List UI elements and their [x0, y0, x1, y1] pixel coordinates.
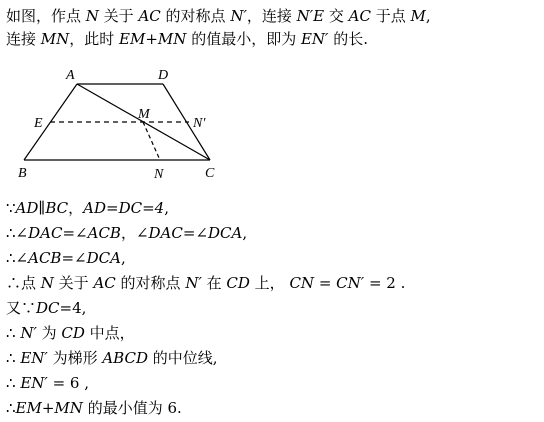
trapezoid-abcd: ABCD	[102, 349, 148, 367]
parallel-statement: AD∥BC	[15, 199, 69, 217]
text: =∠	[182, 224, 209, 242]
point-n: N	[85, 7, 99, 25]
segment-n-prime-e: N′E	[296, 7, 325, 25]
step-1	[6, 198, 169, 218]
expression-em-mn: EM+MN	[15, 399, 83, 417]
text: 的对称点	[115, 274, 186, 292]
equal-statement: AD=DC=4	[83, 199, 165, 217]
text: ,	[164, 199, 169, 217]
text: 为	[36, 324, 62, 342]
text: 于点	[370, 7, 411, 25]
cn-equation: CN = CN′	[289, 274, 365, 292]
text: 的最小值为 6.	[82, 399, 182, 417]
text: 如图，作点	[6, 7, 86, 25]
angle-dca: DCA	[86, 249, 121, 267]
text: ∴	[6, 324, 21, 342]
step-9	[6, 398, 182, 418]
step-5	[6, 298, 86, 318]
angle-dca: DCA	[208, 224, 243, 242]
segment-ac: AC	[93, 274, 116, 292]
segment-dc: DC	[36, 299, 60, 317]
segment-mn: MN	[40, 30, 70, 48]
text: ∴	[6, 374, 21, 392]
text: 的中位线,	[147, 349, 218, 367]
text: ，此时	[69, 30, 120, 48]
text: = 6 ,	[47, 374, 89, 392]
text: 的长.	[328, 30, 368, 48]
text: =∠	[61, 249, 87, 267]
point-n-prime: N′	[20, 324, 37, 342]
label-c: C	[205, 166, 215, 181]
step-2	[6, 223, 247, 243]
segment-en-prime: EN′	[20, 374, 48, 392]
text: ∴∠	[6, 224, 29, 242]
text: ∴∠	[6, 249, 29, 267]
text: 连接	[6, 30, 41, 48]
text: 又∵	[6, 299, 37, 317]
point-m: M	[410, 7, 426, 25]
text: 的对称点	[160, 7, 231, 25]
text: ∴	[6, 399, 16, 417]
label-e: E	[34, 116, 43, 131]
text: 上，	[249, 274, 290, 292]
angle-acb: ACB	[28, 249, 62, 267]
text: ，连接	[246, 7, 297, 25]
text: ，	[68, 199, 84, 217]
text: =4,	[59, 299, 87, 317]
text: =∠	[62, 224, 88, 242]
step-4	[6, 273, 405, 293]
segment-en-prime: EN′	[300, 30, 329, 48]
point-n-prime: N′	[185, 274, 202, 292]
segment-cd: CD	[226, 274, 250, 292]
text: 交	[324, 7, 349, 25]
step-7	[6, 348, 218, 368]
label-n: N	[154, 167, 164, 182]
label-a: A	[66, 68, 75, 83]
because-symbol: ∵	[6, 199, 16, 217]
text: 关于	[53, 274, 94, 292]
text: = 2 .	[364, 274, 406, 292]
point-n: N	[40, 274, 54, 292]
angle-dac: DAC	[148, 224, 183, 242]
text: ∴点	[6, 274, 41, 292]
step-8	[6, 373, 89, 393]
text: ，∠	[120, 224, 149, 242]
expression-em-mn: EM+MN	[119, 30, 187, 48]
segment-en-prime: EN′	[20, 349, 48, 367]
label-d: D	[158, 68, 169, 83]
step-6	[6, 323, 135, 343]
text: ,	[120, 249, 126, 267]
text: ,	[425, 7, 431, 25]
angle-dac: DAC	[28, 224, 63, 242]
text: ,	[242, 224, 248, 242]
dashed-mn	[143, 122, 160, 160]
segment-cd: CD	[61, 324, 85, 342]
label-n-prime: N′	[193, 116, 206, 131]
text: 的值最小，即为	[186, 30, 301, 48]
angle-acb: ACB	[87, 224, 121, 242]
point-n-prime: N′	[230, 7, 247, 25]
segment-ac: AC	[348, 7, 371, 25]
text: ∴	[6, 349, 21, 367]
label-m: M	[138, 107, 150, 122]
label-b: B	[18, 166, 27, 181]
segment-ac: AC	[138, 7, 161, 25]
step-3	[6, 248, 126, 268]
text: 中点，	[84, 324, 135, 342]
text: 在	[201, 274, 227, 292]
text: 为梯形	[47, 349, 103, 367]
text: 关于	[98, 7, 139, 25]
